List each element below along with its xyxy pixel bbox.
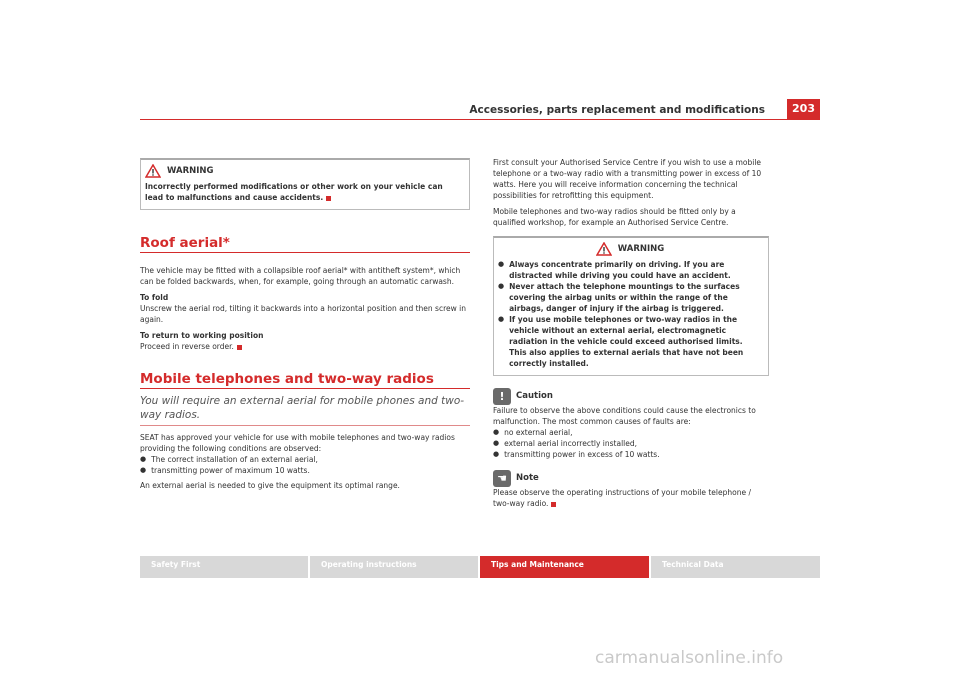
warning-box: [140, 158, 470, 210]
warning-text: Incorrectly performed modifications or other work on your vehicle can lead to malfunctions and cause accidents.: [145, 182, 443, 202]
to-fold-text: Unscrew the aerial rod, tilting it backwards into a horizontal position and then screw in again.: [140, 304, 466, 324]
warning-triangle-icon: [596, 242, 612, 256]
right-column: [493, 157, 769, 509]
list-item: ● external aerial incorrectly installed,: [493, 439, 638, 448]
return-label: To return to working position: [140, 331, 264, 340]
footer-tab-safety-first[interactable]: Safety First: [140, 556, 308, 578]
warning-label: WARNING: [617, 243, 665, 254]
consult-paragraph: First consult your Authorised Service Centre if you wish to use a mobile telephone or a two-way radio with a transmitting power in excess of 10 watts. Here you will receive information concerning the technical possibilities for retrofitting this equipment.: [493, 158, 762, 200]
fitting-paragraph: Mobile telephones and two-way radios should be fitted only by a qualified workshop, for example an Authorised Service Centre.: [493, 207, 736, 227]
mobile-heading: Mobile telephones and two-way radios: [140, 374, 470, 389]
footer-tab-tips-and-maintenance[interactable]: Tips and Maintenance: [480, 556, 649, 578]
list-item: ● If you use mobile telephones or two-way radios in the vehicle without an external aerial, electromagnetic radiation in the vehicle could exceed authorised limits. This also applies to external aerials that have not been correctly installed.: [498, 315, 744, 368]
section-end-icon: [237, 345, 242, 350]
caution-icon: !: [493, 388, 511, 405]
caution-label: Caution: [516, 391, 553, 401]
footer-tab-operating-instructions[interactable]: Operating instructions: [310, 556, 478, 578]
page-header-title: Accessories, parts replacement and modifications: [469, 104, 765, 116]
roof-aerial-heading: Roof aerial*: [140, 238, 470, 253]
note-label: Note: [516, 473, 539, 483]
list-item: ● no external aerial,: [493, 428, 573, 437]
watermark: carmanualsonline.info: [595, 648, 784, 668]
header-rule: [140, 119, 820, 120]
note-header: [493, 470, 769, 487]
note-text: Please observe the operating instructions of your mobile telephone / two-way radio.: [493, 488, 751, 508]
list-item: ● transmitting power of maximum 10 watts.: [140, 466, 310, 475]
warning-triangle-icon: [145, 164, 161, 178]
list-item: ● transmitting power in excess of 10 watts.: [493, 450, 660, 459]
caution-text: Failure to observe the above conditions could cause the electronics to malfunction. The most common causes of faults are:: [493, 406, 756, 426]
note-hand-icon: ☚: [493, 470, 511, 487]
page-number: 203: [787, 99, 820, 119]
warning-label: WARNING: [167, 165, 214, 176]
footer-tab-technical-data[interactable]: Technical Data: [651, 556, 820, 578]
warning-box: [493, 236, 769, 376]
list-item: ● Always concentrate primarily on driving. If you are distracted while driving you could have an accident.: [498, 260, 731, 280]
to-fold-label: To fold: [140, 293, 169, 302]
mobile-intro: SEAT has approved your vehicle for use with mobile telephones and two-way radios providing the following conditions are observed:: [140, 433, 455, 453]
section-end-icon: [326, 196, 331, 201]
section-end-icon: [551, 502, 556, 507]
mobile-subheading: You will require an external aerial for mobile phones and two-way radios.: [140, 394, 470, 426]
caution-header: [493, 388, 769, 405]
list-item: ● Never attach the telephone mountings to the surfaces covering the airbag units or within the range of the airbags, danger of injury if the airbag is triggered.: [498, 282, 740, 313]
return-text: Proceed in reverse order.: [140, 342, 234, 351]
roof-aerial-intro: The vehicle may be fitted with a collapsible roof aerial* with antitheft system*, which can be folded backwards, when, for example, going through an automatic carwash.: [140, 266, 461, 286]
list-item: ● The correct installation of an external aerial,: [140, 455, 318, 464]
mobile-outro: An external aerial is needed to give the equipment its optimal range.: [140, 481, 400, 490]
left-column: [140, 158, 470, 491]
